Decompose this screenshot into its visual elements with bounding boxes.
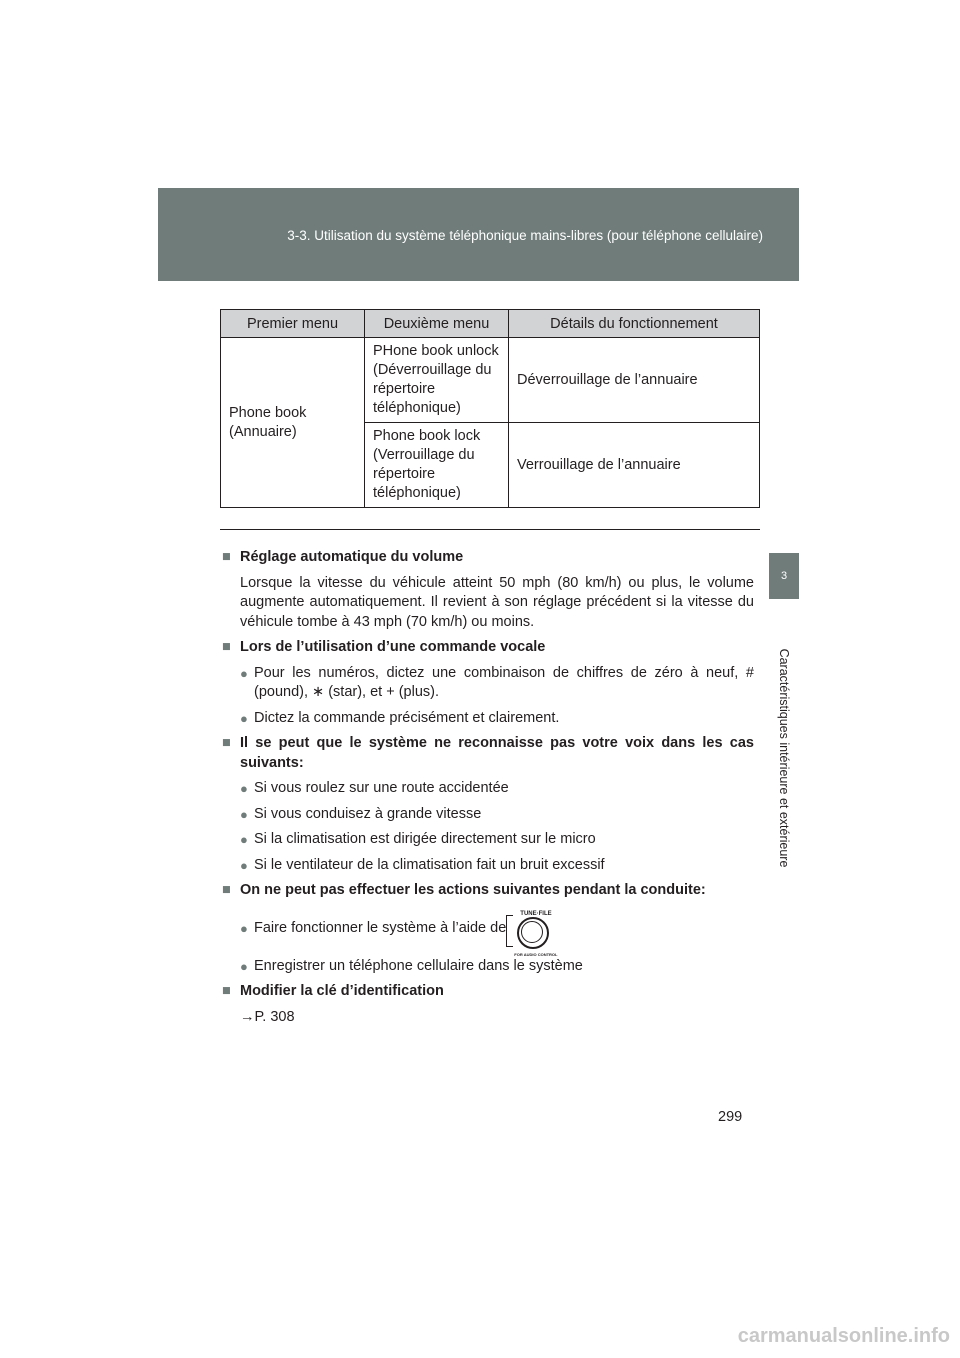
header-second-menu: Deuxième menu	[365, 310, 509, 338]
circle-bullet-icon: ●	[240, 832, 248, 847]
second-menu-cell: Phone book lock (Verrouillage du répertoire téléphonique)	[365, 423, 509, 508]
second-menu-cell: PHone book unlock (Déverrouillage du répertoire téléphonique)	[365, 338, 509, 423]
list-item: ● Si la climatisation est dirigée directement sur le micro	[240, 830, 754, 850]
circle-bullet-icon: ●	[240, 710, 248, 726]
list-item: ● Dictez la commande précisément et clairement.	[240, 709, 754, 729]
square-bullet-icon: ■	[222, 639, 231, 655]
section-heading: ■ Réglage automatique du volume	[222, 548, 754, 568]
square-bullet-icon: ■	[222, 882, 231, 898]
list-item: ● Si vous roulez sur une route accidentée	[240, 779, 754, 799]
section-heading: ■ Modifier la clé d’identification	[222, 982, 754, 1002]
page-number: 299	[718, 1109, 743, 1125]
watermark: carmanualsonline.info	[737, 1325, 950, 1347]
notes-content	[222, 548, 754, 1033]
list-item: ● Enregistrer un téléphone cellulaire dans le système	[240, 957, 754, 977]
circle-bullet-icon: ●	[240, 920, 248, 936]
circle-bullet-icon: ●	[240, 665, 248, 681]
square-bullet-icon: ■	[222, 549, 231, 565]
section-heading: ■ Il se peut que le système ne reconnaisse pas votre voix dans les cas suivants:	[222, 734, 754, 773]
circle-bullet-icon: ●	[240, 806, 248, 822]
menu-table	[220, 309, 760, 508]
circle-bullet-icon: ●	[240, 781, 248, 796]
list-item: ● Faire fonctionner le système à l’aide de TUNE·FILE FOR AUDIO CONTROL	[240, 907, 754, 951]
detail-cell: Déverrouillage de l’annuaire	[509, 338, 760, 423]
square-bullet-icon: ■	[222, 983, 231, 999]
header-details: Détails du fonctionnement	[509, 310, 760, 338]
square-bullet-icon: ■	[222, 735, 231, 751]
circle-bullet-icon: ●	[240, 857, 248, 873]
header-first-menu: Premier menu	[221, 310, 365, 338]
list-item: ● Si le ventilateur de la climatisation fait un bruit excessif	[240, 856, 754, 876]
section-heading: ■ On ne peut pas effectuer les actions suivantes pendant la conduite:	[222, 881, 754, 901]
section-divider	[220, 529, 760, 530]
list-item: ● Si vous conduisez à grande vitesse	[240, 805, 754, 825]
paragraph: Lorsque la vitesse du véhicule atteint 50 mph (80 km/h) ou plus, le volume augmente automatiquement. Il revient à son réglage précédent si la vitesse du véhicule tombe à 43 mph (70 km/h) ou moins.	[240, 574, 754, 630]
section-heading: ■ Lors de l’utilisation d’une commande vocale	[222, 638, 754, 658]
table-header-row	[221, 310, 760, 338]
detail-cell: Verrouillage de l’annuaire	[509, 423, 760, 508]
chapter-tab: 3	[769, 553, 799, 599]
tune-file-knob-icon: TUNE·FILE FOR AUDIO CONTROL	[506, 907, 558, 951]
table-row	[221, 338, 760, 423]
chapter-title: 3-3. Utilisation du système téléphonique mains-libres (pour téléphone cellulaire)	[287, 228, 763, 243]
first-menu-cell: Phone book (Annuaire)	[221, 338, 365, 508]
page-reference: →P. 308	[240, 1008, 295, 1025]
list-item: ● Pour les numéros, dictez une combinaison de chiffres de zéro à neuf, # (pound), ∗ (star), et + (plus).	[240, 664, 754, 703]
circle-bullet-icon: ●	[240, 958, 248, 974]
chapter-header	[158, 188, 799, 281]
